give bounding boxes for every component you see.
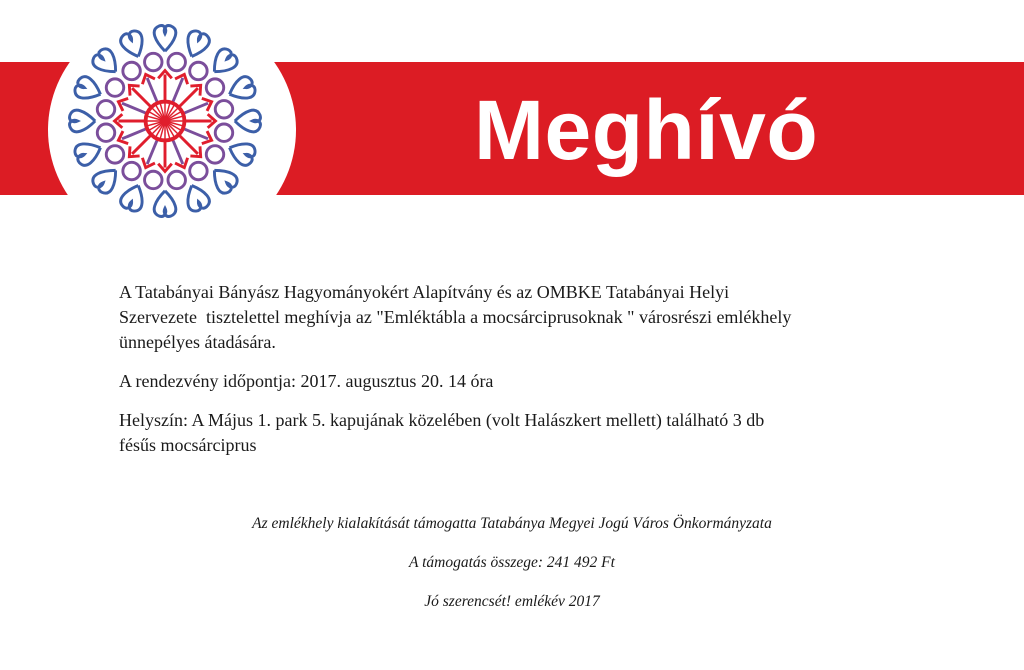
support-amount: A támogatás összege: 241 492 Ft bbox=[409, 554, 615, 571]
support-note: Az emlékhely kialakítását támogatta Tatabánya Megyei Jogú Város Önkormányzata bbox=[252, 515, 772, 532]
event-location: Helyszín: A Május 1. park 5. kapujának közelében (volt Halászkert mellett) található 3 db fésűs mocsárciprus bbox=[119, 410, 765, 455]
motto-line: Jó szerencsét! emlékév 2017 bbox=[424, 593, 600, 610]
page-title: Meghívó bbox=[474, 83, 819, 177]
event-time: A rendezvény időpontja: 2017. augusztus 20. 14 óra bbox=[119, 371, 494, 391]
invitation-paragraph: A Tatabányai Bányász Hagyományokért Alapítvány és az OMBKE Tatabányai Helyi Szervezete tisztelettel meghívja az "Emléktábla a mocsárciprusoknak " városrészi emlékhely ünnepélyes átadására. bbox=[119, 282, 792, 352]
folk-rosette-icon bbox=[68, 24, 262, 218]
invitation-body bbox=[119, 280, 919, 472]
